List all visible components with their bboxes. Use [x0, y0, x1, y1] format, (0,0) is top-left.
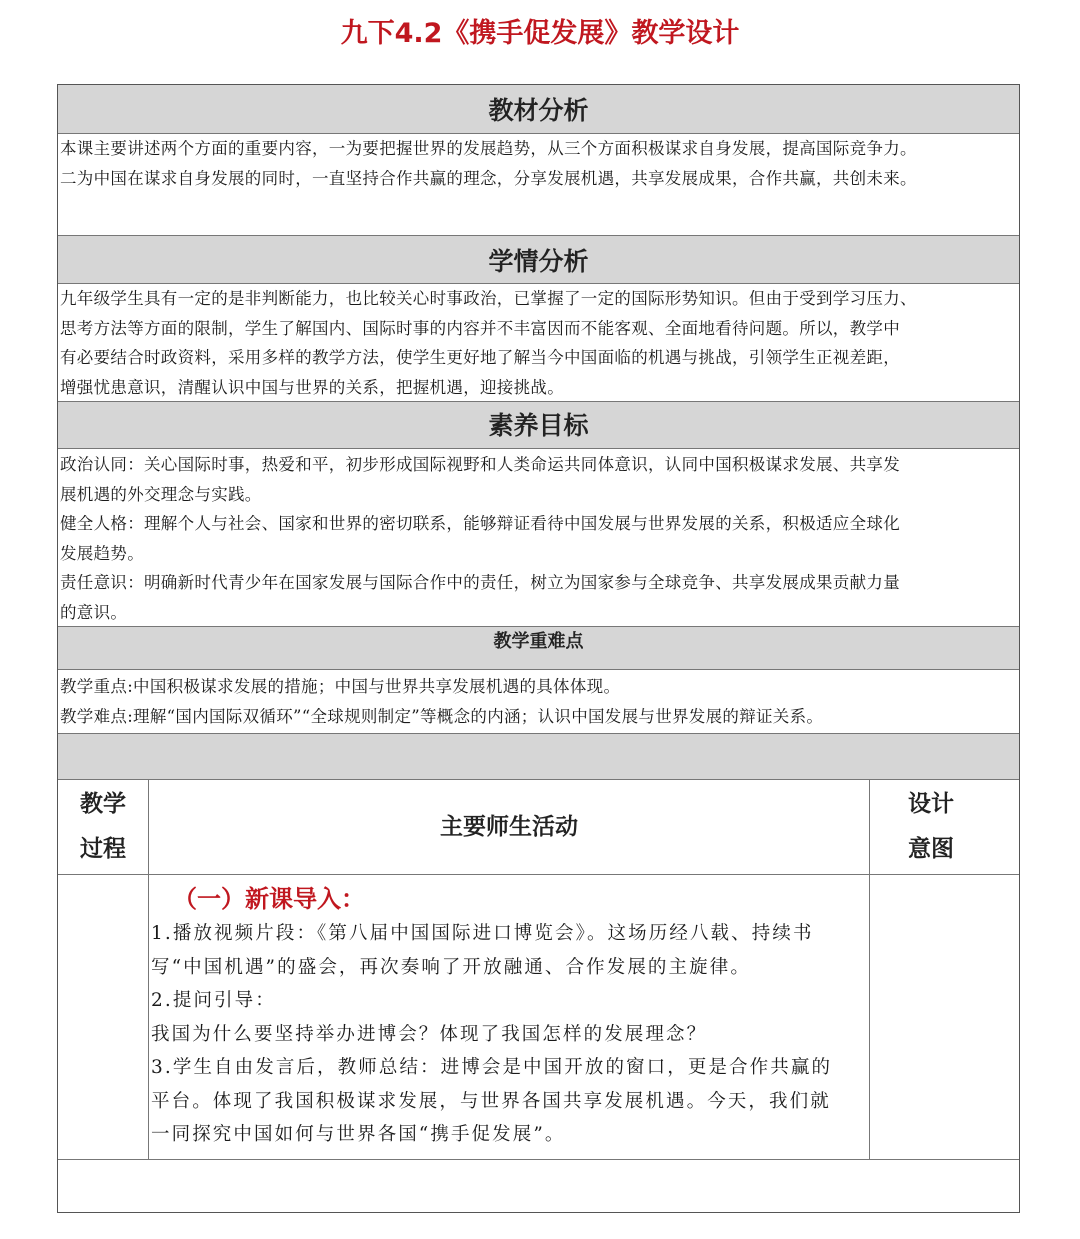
text-line: 发展趋势。 [60, 543, 144, 563]
lesson-plan-table [57, 84, 1020, 1213]
competency-goals-text [58, 449, 1019, 627]
intent-cell [870, 875, 1019, 1159]
text-line: 教学重点:中国积极谋求发展的措施；中国与世界共享发展机遇的具体体现。 [60, 677, 621, 696]
material-analysis-text [58, 134, 1019, 236]
text-line: 九年级学生具有一定的是非判断能力，也比较关心时事政治，已掌握了一定的国际形势知识。但由于受到学习压力、 [60, 289, 917, 308]
text-line: 一同探究中国如何与世界各国“携手促发展”。 [151, 1124, 566, 1145]
text-line: 2.提问引导： [151, 990, 276, 1011]
process-header-row [58, 780, 1019, 875]
section-heading-learner: 学情分析 [58, 236, 1019, 284]
text-line: 的意识。 [60, 602, 128, 622]
section-heading-keypoints: 教学重难点 [58, 627, 1019, 670]
text-line: 平台。体现了我国积极谋求发展，与世界各国共享发展机遇。今天，我们就 [151, 1090, 831, 1112]
keypoints-text [58, 670, 1019, 734]
activities-cell [149, 875, 870, 1159]
section-heading-goals: 素养目标 [58, 402, 1019, 449]
text-line: 本课主要讲述两个方面的重要内容，一为要把握世界的发展趋势，从三个方面积极谋求自身发展，提高国际竞争力。 [60, 139, 917, 158]
text-line: 责任意识：明确新时代青少年在国家发展与国际合作中的责任，树立为国家参与全球竞争、共享发展成果贡献力量 [60, 573, 900, 592]
text-line: 二为中国在谋求自身发展的同时，一直坚持合作共赢的理念，分享发展机遇，共享发展成果，合作共赢，共创未来。 [60, 168, 917, 188]
header-line: 过程 [80, 836, 126, 862]
text-line: 我国为什么要坚持举办进博会？体现了我国怎样的发展理念？ [151, 1023, 708, 1045]
process-stage-cell [58, 875, 149, 1159]
learner-analysis-text [58, 284, 1019, 402]
text-line: 展机遇的外交理念与实践。 [60, 484, 262, 504]
process-body-row [58, 875, 1019, 1160]
text-line: 健全人格：理解个人与社会、国家和世界的密切联系，能够辩证看待中国发展与世界发展的关系，积极适应全球化 [60, 514, 900, 533]
text-line: 有必要结合时政资料，采用多样的教学方法，使学生更好地了解当今中国面临的机遇与挑战，引领学生正视差距， [60, 348, 900, 367]
text-line: 教学难点:理解“国内国际双循环”“全球规则制定”等概念的内涵；认识中国发展与世界发展的辩证关系。 [60, 706, 824, 726]
text-line: 写“中国机遇”的盛会，再次奏响了开放融通、合作发展的主旋律。 [151, 956, 751, 978]
document-title: 九下4.2《携手促发展》教学设计 [340, 18, 740, 49]
header-line: 意图 [908, 836, 954, 862]
col-header-process [58, 780, 149, 874]
text-line: 政治认同：关心国际时事，热爱和平，初步形成国际视野和人类命运共同体意识，认同中国积极谋求发展、共享发 [60, 455, 900, 474]
blank-gray-row [58, 734, 1019, 780]
header-line: 教学 [80, 791, 126, 817]
section-subtitle: （一）新课导入： [173, 885, 365, 913]
text-line: 增强忧患意识，清醒认识中国与世界的关系，把握机遇，迎接挑战。 [60, 377, 564, 397]
col-header-intent [870, 780, 1019, 874]
section-heading-material: 教材分析 [58, 85, 1019, 134]
text-line: 1.播放视频片段：《第八届中国国际进口博览会》。这场历经八载、持续书 [151, 923, 814, 944]
header-line: 设计 [908, 791, 954, 817]
text-line: 思考方法等方面的限制，学生了解国内、国际时事的内容并不丰富因而不能客观、全面地看待问题。所以，教学中 [60, 318, 900, 338]
col-header-activities: 主要师生活动 [149, 780, 870, 874]
text-line: 3.学生自由发言后，教师总结：进博会是中国开放的窗口，更是合作共赢的 [151, 1057, 833, 1078]
blank-final-row [58, 1160, 1019, 1212]
